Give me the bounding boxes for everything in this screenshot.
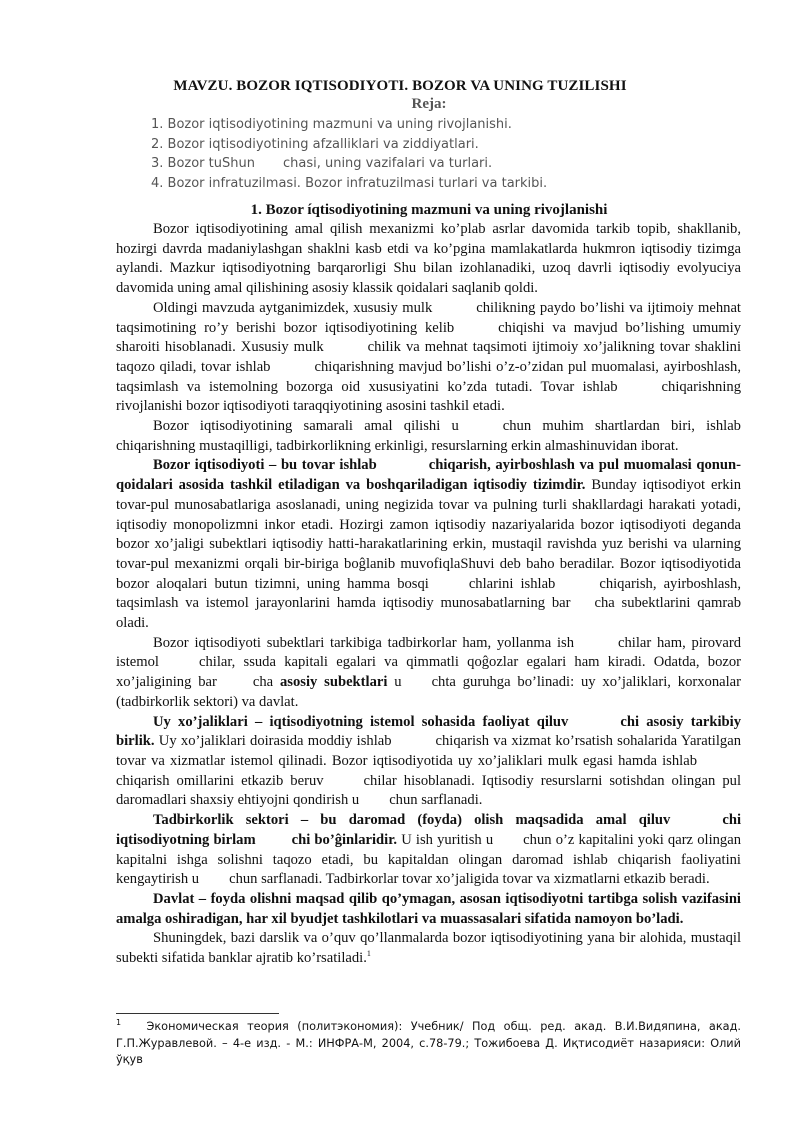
plan-item: 4. Bozor infratuzilmasi. Bozor infratuzilmasi turlari va tarkibi. [151, 175, 548, 191]
footnote-text: Экономическая теория (политэкономия): Учебник/ Под общ. ред. акад. В.И.Видяпина, акад. Г.П.Журавлевой. – 4-е изд. - М.: ИНФРА-М, 2004, с.78-79.; Тожибоева Д. Иқтисодиёт назарияси: Олий ўқув [116, 1020, 741, 1066]
paragraph: Oldingi mavzuda aytganimizdek, xususiy mulk chilikning paydo bo’lishi va ijtimoiy mehnat taqsimotining ro’y berishi bozor iqtisodiyotining kelib chiqishi va mavjud bo’lishing umumiy sharoiti hisoblanadi. Xususiy mulk chilik va mehnat taqsimoti ijtimoiy xo’jalikning tovar shaklini taqozo qiladi, tovar ishlab chiqarishning mavjud bo’lishi o’z-o’zidan pul muomalasi, ayirboshlash, taqsimlash va istemolning bozorga oid xususiyatini ko’zda tutadi. Tovar ishlab chiqarishning rivojlanishi bozor iqtisodiyoti taraqqiyotining asosini tashkil etadi. [116, 299, 741, 415]
plan-item: 1. Bozor iqtisodiyotining mazmuni va uning rivojlanishi. [151, 117, 512, 132]
plan-list [151, 115, 711, 193]
footnote-reference[interactable]: 1 [366, 949, 371, 959]
paragraph: Tadbirkorlik sektori – bu daromad (foyda) olish maqsadida amal qiluv chi iqtisodiyotning birlam chi bo’ĝinlaridir. U ish yuritish u chun o’z kapitalini yoki qarz olingan kapitalni ishga solishni taqozo etadi, bu kapitaldan olingan daromad ishlab chiqarish faoliyatini kengaytirish u chun sarflanadi. Tadbirkorlar tovar xo’jaligida tovar va xizmatlarni etkazib beradi. [116, 812, 741, 888]
page-title: MAVZU. BOZOR IQTISODIYOTI. BOZOR VA UNING TUZILISHI [173, 78, 627, 94]
paragraph: Bozor iqtisodiyoti – bu tovar ishlab chiqarish, ayirboshlash va pul muomalasi qonun-qoidalari asosida tashkil etiladigan va boshqariladigan iqtisodiy tizimdir. Bunday iqtisodiyot erkin tovar-pul munosabatlariga asoslanadi, uning negizida tovar va pulning turli shakllardagi harakati yotadi, iqtisodiy monopolizmni inkor etadi. Hozirgi zamon iqtisodiy nazariyalarida bozor iqtisodiyoti deganda bozor xo’jaligi subektlari iqtisodiy hatti-harakatlarining erkin, mustaqil ravishda yuz berishi va ularning tovar-pul mexanizmi orqali bir-biriga boĝlanib muvofiqlaShuvi deb baho beradilar. Bozor iqtisodiyotida bozor aloqalari butun tizimni, uning hamma bosqi chlarini ishlab chiqarish, ayirboshlash, taqsimlash va istemol jarayonlarini hamda iqtisodiy munosabatlarning bar cha subektlarini qamrab oladi. [116, 457, 741, 632]
paragraph: Bozor iqtisodiyotining samarali amal qilishi u chun muhim shartlardan biri, ishlab chiqarishning mustaqilligi, tadbirkorlikning erkinligi, resurslarning erkin almashinuvidan iborat. [116, 418, 741, 454]
paragraph: Davlat – foyda olishni maqsad qilib qo’ymagan, asosan iqtisodiyotni tartibga solish vazifasini amalga oshiradigan, har xil byudjet tashkilotlari va muassasalari sifatida namoyon bo’ladi. [116, 890, 741, 927]
footnote-marker: 1 [116, 1018, 122, 1028]
paragraph: Bozor iqtisodiyoti subektlari tarkibiga tadbirkorlar ham, yollanma ish chilar ham, pirovard istemol chilar, ssuda kapitali egalari va qimmatli qoĝozlar egalari ham kiradi. Odatda, bozor xo’jaligining bar cha asosiy subektlari u chta guruhga bo’linadi: uy xo’jaliklari, korxonalar (tadbirkorlik sektori) va davlat. [116, 634, 741, 710]
paragraph: Bozor iqtisodiyotining amal qilish mexanizmi ko’plab asrlar davomida tarkib topib, shakllanib, hozirgi davrda madaniylashgan shaklni kasb etdi va ko’pgina mamlakatlarda hukmron iqtisodiy tizimga aylandi. Mazkur iqtisodiyotning barqarorligi Shu bilan izohlanadiki, uzoq davrli iqtisodiy evolyuciya davomida uning amal qilishining asosiy klassik qoidalari saqlanib qoldi. [116, 221, 741, 297]
section-heading: 1. Bozor íqtisodiyotining mazmuni va uning rivojlanishi [250, 202, 608, 218]
paragraph: Uy xo’jaliklari – iqtisodiyotning istemol sohasida faoliyat qiluv chi asosiy tarkibiy birlik. Uy xo’jaliklari doirasida moddiy ishlab chiqarish va xizmat ko’rsatish sohalarida Yaratilgan tovar va xizmatlar istemol qilinadi. Bozor iqtisodiyotida uy xo’jaliklari mulk egasi hamda ishlabchiqarish omillarini etkazib beruv chilar hisoblanadi. Iqtisodiy resurslarni sotishdan olingan pul daromadlari shaxsiy ehtiyojni qondirish u chun sarflanadi. [116, 713, 741, 809]
paragraph: Shuningdek, bazi darslik va o’quv qo’llanmalarda bozor iqtisodiyotining yana bir alohida, mustaqil subekti sifatida banklar ajratib ko’rsatiladi.$^1$ [116, 930, 741, 967]
plan-item: 2. Bozor iqtisodiyotining afzalliklari va ziddiyatlari. [151, 136, 479, 152]
footnote [116, 1019, 741, 1069]
plan-heading: Reja: [411, 96, 447, 112]
footnote-separator [116, 1013, 279, 1014]
body-text [116, 220, 741, 969]
plan-item: 3. Bozor tuShun chasi, uning vazifalari va turlari. [151, 156, 493, 171]
